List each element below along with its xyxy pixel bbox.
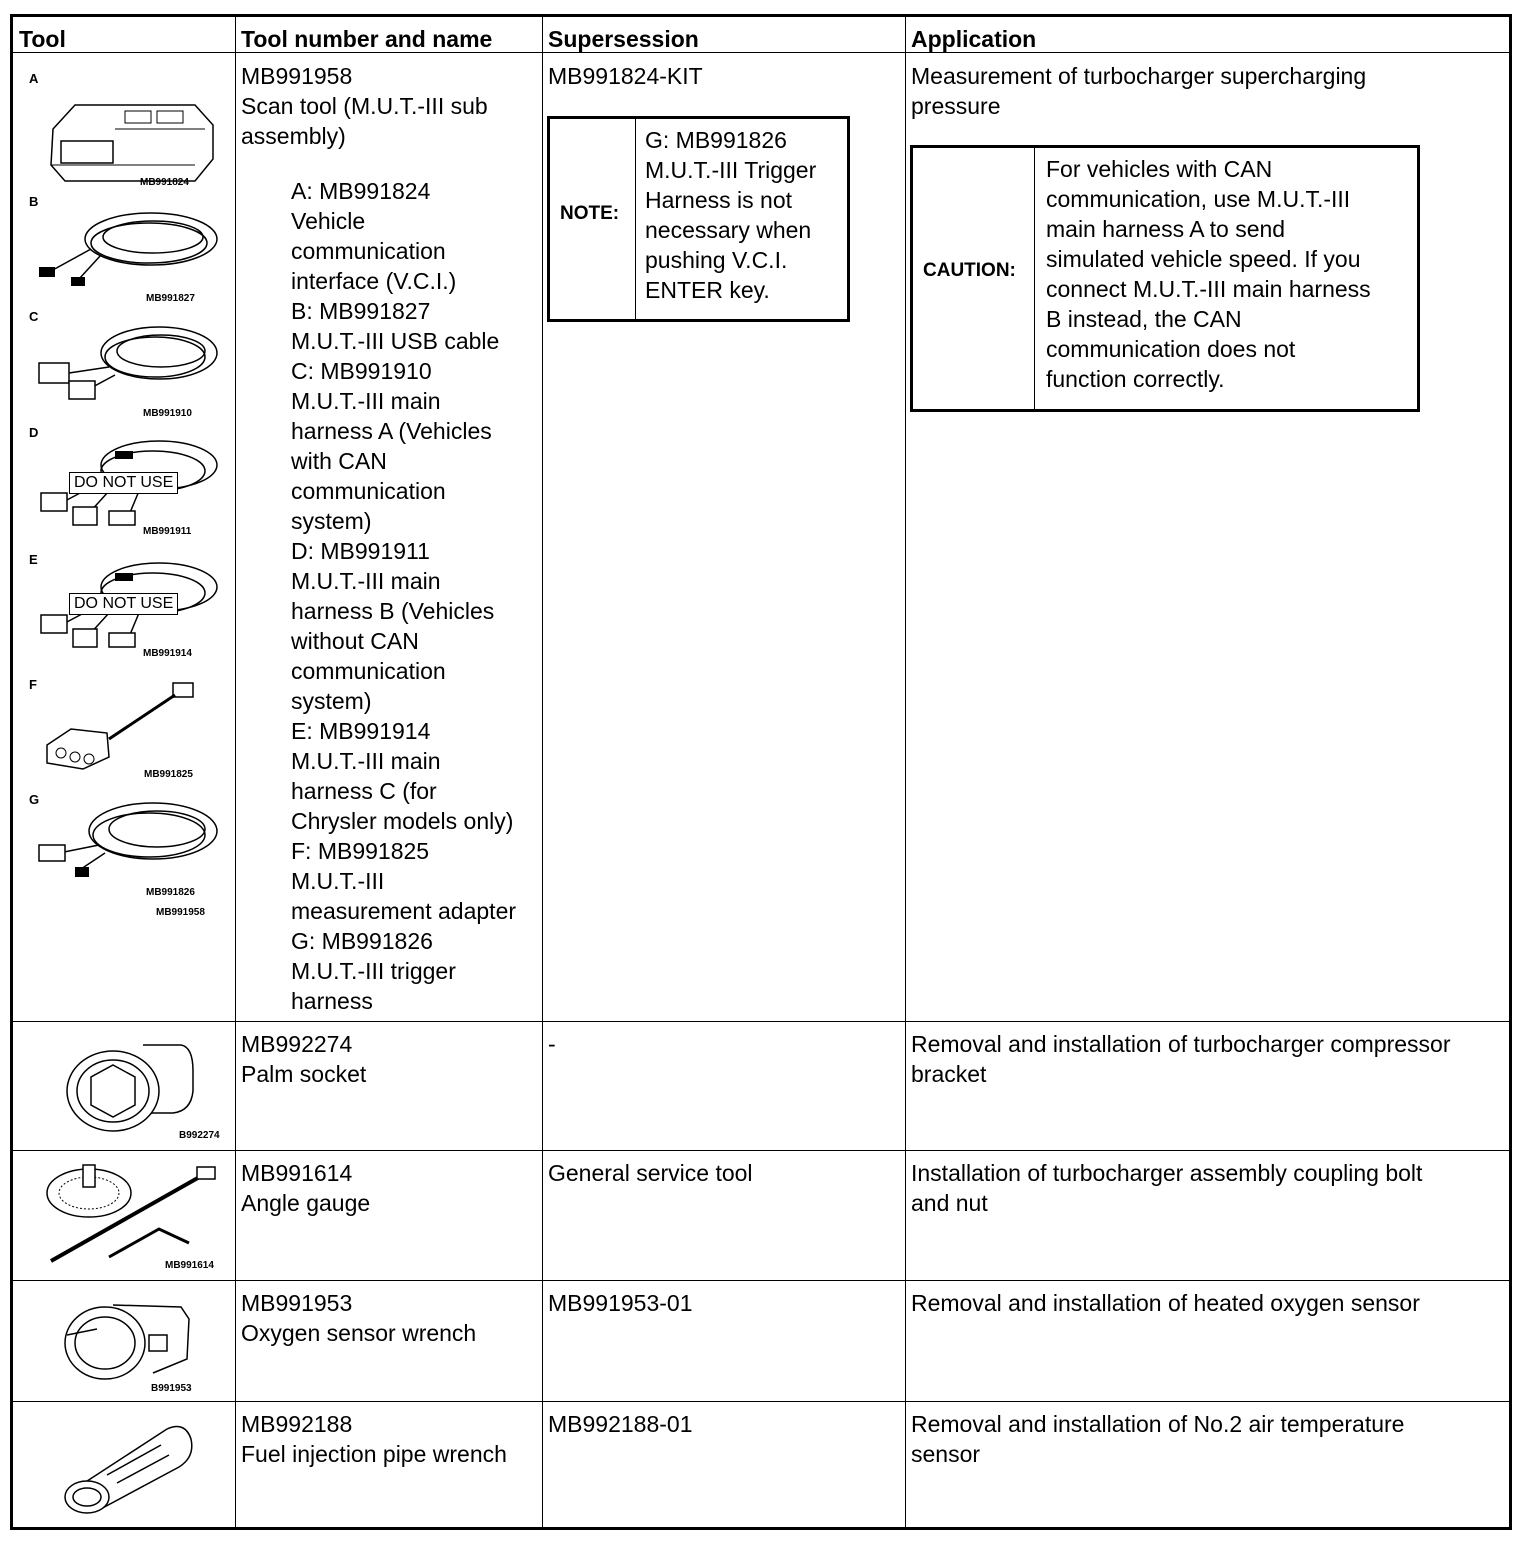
- row-divider: [13, 1280, 1509, 1281]
- row-divider: [13, 1401, 1509, 1402]
- supersession-value: -: [548, 1031, 556, 1057]
- letter-g: G: [29, 792, 40, 807]
- part-number-mb991958: MB991958: [156, 907, 205, 918]
- caution-box: [910, 145, 1420, 412]
- special-tools-table: [10, 14, 1512, 1530]
- letter-e: E: [29, 552, 38, 567]
- tool-name: Fuel injection pipe wrench: [241, 1441, 507, 1467]
- caution-line: communication does not: [1046, 336, 1296, 362]
- application-line: bracket: [911, 1061, 987, 1087]
- component-line: communication: [291, 658, 446, 684]
- tool-name-line: Scan tool (M.U.T.-III sub: [241, 93, 488, 119]
- component-line: F: MB991825: [291, 838, 430, 864]
- component-line: M.U.T.-III main: [291, 388, 441, 414]
- part-number-mb991914: MB991914: [143, 648, 192, 659]
- component-line: harness B (Vehicles: [291, 598, 495, 624]
- component-line: G: MB991826: [291, 928, 433, 954]
- supersession-value: MB991824-KIT: [548, 63, 703, 89]
- tool-number: MB991614: [241, 1160, 353, 1186]
- component-line: M.U.T.-III trigger: [291, 958, 456, 984]
- letter-c: C: [29, 309, 39, 324]
- caution-line: main harness A to send: [1046, 216, 1286, 242]
- tool-number: MB992274: [241, 1031, 353, 1057]
- part-number-mb991824: MB991824: [140, 177, 189, 188]
- application-line: and nut: [911, 1190, 988, 1216]
- letter-b: B: [29, 194, 39, 209]
- note-line: M.U.T.-III Trigger: [645, 157, 817, 183]
- tool-name-line: assembly): [241, 123, 346, 149]
- header-divider: [13, 52, 1509, 53]
- column-divider: [542, 17, 543, 1527]
- component-line: without CAN: [291, 628, 419, 654]
- note-label: NOTE:: [560, 203, 620, 224]
- caution-separator: [1034, 148, 1035, 409]
- component-line: M.U.T.-III main: [291, 748, 441, 774]
- caution-line: function correctly.: [1046, 366, 1225, 392]
- part-number-mb991910: MB991910: [143, 408, 192, 419]
- caution-line: communication, use M.U.T.-III: [1046, 186, 1351, 212]
- component-line: M.U.T.-III: [291, 868, 385, 894]
- component-line: Chrysler models only): [291, 808, 514, 834]
- tool-name: Oxygen sensor wrench: [241, 1320, 477, 1346]
- component-line: harness A (Vehicles: [291, 418, 492, 444]
- do-not-use-label: DO NOT USE: [69, 593, 178, 615]
- supersession-value: General service tool: [548, 1160, 753, 1186]
- supersession-value: MB992188-01: [548, 1411, 693, 1437]
- angle-gauge-image: [39, 1157, 229, 1272]
- header-application: Application: [911, 26, 1037, 52]
- column-divider: [235, 17, 236, 1527]
- note-line: G: MB991826: [645, 127, 787, 153]
- tool-name: Angle gauge: [241, 1190, 371, 1216]
- note-line: Harness is not: [645, 187, 793, 213]
- vci-device-image: [45, 89, 225, 189]
- component-line: A: MB991824: [291, 178, 431, 204]
- tool-name: Palm socket: [241, 1061, 367, 1087]
- application-line: Installation of turbocharger assembly coupling bolt: [911, 1160, 1423, 1186]
- note-separator: [635, 119, 636, 319]
- letter-d: D: [29, 425, 39, 440]
- tool-number: MB991958: [241, 63, 353, 89]
- component-line: interface (V.C.I.): [291, 268, 457, 294]
- component-line: M.U.T.-III USB cable: [291, 328, 500, 354]
- header-tool-number-name: Tool number and name: [241, 26, 493, 52]
- component-line: C: MB991910: [291, 358, 432, 384]
- palm-socket-image: [63, 1031, 203, 1141]
- application-line: Measurement of turbocharger supercharging: [911, 63, 1367, 89]
- caution-line: simulated vehicle speed. If you: [1046, 246, 1361, 272]
- note-box: [547, 116, 850, 322]
- measurement-adapter-image: [39, 673, 209, 773]
- part-number-mb991825: MB991825: [144, 769, 193, 780]
- tool-number: MB991953: [241, 1290, 353, 1316]
- column-divider: [905, 17, 906, 1527]
- note-line: ENTER key.: [645, 277, 770, 303]
- component-line: harness C (for: [291, 778, 437, 804]
- caution-line: For vehicles with CAN: [1046, 156, 1273, 182]
- application-line: Removal and installation of turbocharger compressor: [911, 1031, 1451, 1057]
- component-line: system): [291, 688, 372, 714]
- row-divider: [13, 1021, 1509, 1022]
- part-number-mb991911: MB991911: [143, 526, 192, 537]
- component-line: system): [291, 508, 372, 534]
- application-line: Removal and installation of heated oxygen sensor: [911, 1290, 1420, 1316]
- component-line: with CAN: [291, 448, 387, 474]
- component-line: Vehicle: [291, 208, 366, 234]
- usb-cable-image: [31, 199, 221, 291]
- letter-a: A: [29, 71, 39, 86]
- tool-number: MB992188: [241, 1411, 353, 1437]
- oxygen-sensor-wrench-label: B991953: [151, 1383, 192, 1394]
- row-divider: [13, 1150, 1509, 1151]
- part-number-mb991827: MB991827: [146, 293, 195, 304]
- main-harness-a-image: [29, 317, 221, 407]
- component-line: B: MB991827: [291, 298, 431, 324]
- note-line: pushing V.C.I.: [645, 247, 788, 273]
- trigger-harness-image: [29, 795, 221, 885]
- component-line: measurement adapter: [291, 898, 517, 924]
- oxygen-sensor-wrench-image: [57, 1289, 207, 1389]
- supersession-value: MB991953-01: [548, 1290, 693, 1316]
- component-line: D: MB991911: [291, 538, 430, 564]
- application-line: Removal and installation of No.2 air temperature: [911, 1411, 1405, 1437]
- component-line: harness: [291, 988, 373, 1014]
- component-line: E: MB991914: [291, 718, 431, 744]
- caution-line: B instead, the CAN: [1046, 306, 1242, 332]
- caution-label: CAUTION:: [923, 260, 1016, 281]
- palm-socket-label: B992274: [179, 1130, 220, 1141]
- letter-f: F: [29, 677, 37, 692]
- header-supersession: Supersession: [548, 26, 699, 52]
- application-line: sensor: [911, 1441, 981, 1467]
- do-not-use-label: DO NOT USE: [69, 472, 178, 494]
- component-line: communication: [291, 478, 446, 504]
- component-line: M.U.T.-III main: [291, 568, 441, 594]
- note-line: necessary when: [645, 217, 812, 243]
- angle-gauge-label: MB991614: [165, 1260, 214, 1271]
- component-line: communication: [291, 238, 446, 264]
- part-number-mb991826: MB991826: [146, 887, 195, 898]
- fuel-injection-pipe-wrench-image: [57, 1411, 207, 1521]
- caution-line: connect M.U.T.-III main harness: [1046, 276, 1371, 302]
- header-tool: Tool: [19, 26, 66, 52]
- application-line: pressure: [911, 93, 1001, 119]
